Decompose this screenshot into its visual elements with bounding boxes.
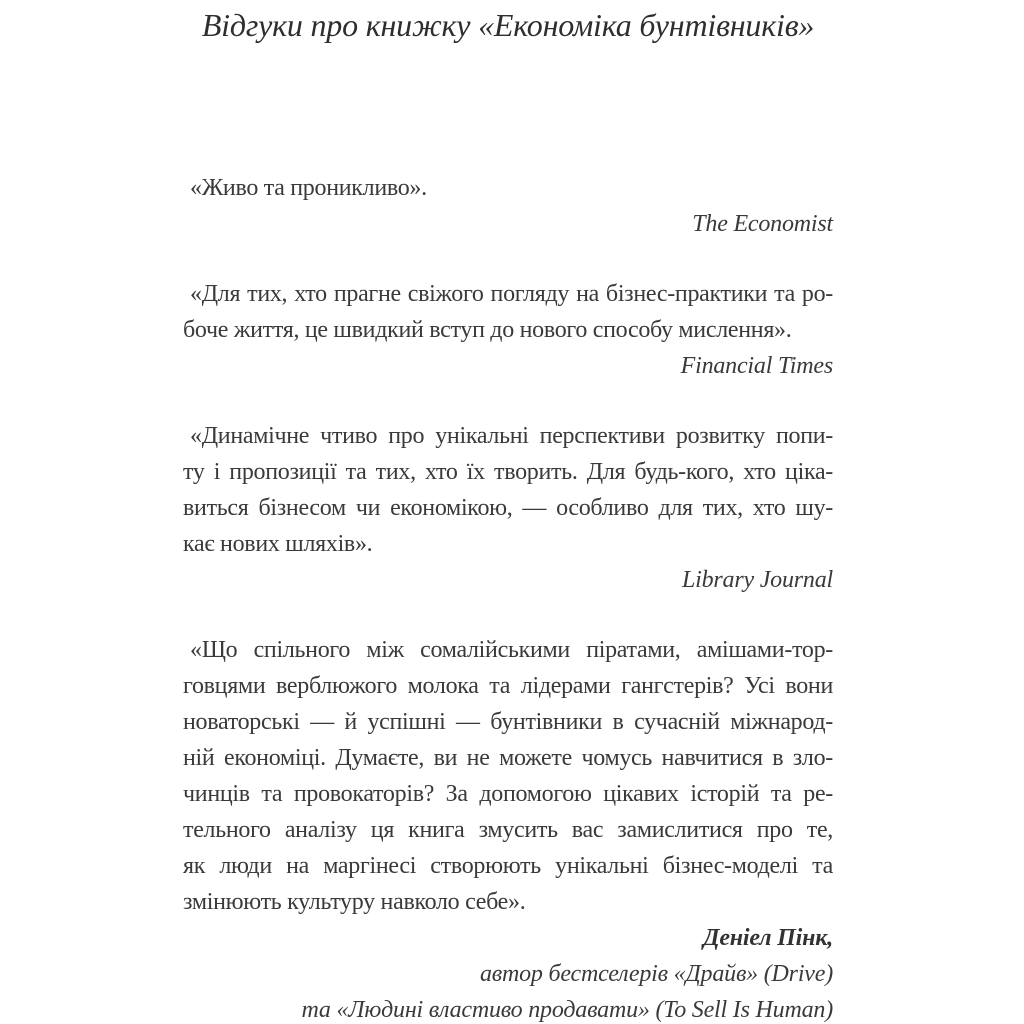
quote-line: кає нових шляхів». (183, 531, 373, 557)
reviews-list (183, 170, 833, 1024)
quote-line: тельного аналізу ця книга змусить вас замислитися про те, (183, 817, 833, 843)
review-quote (183, 632, 833, 1024)
review-quote (183, 276, 833, 384)
quote-line: ту і пропозиції та тих, хто їх творить. Для будь-кого, хто ціка- (183, 459, 833, 485)
attribution-name: Деніел Пінк, (703, 925, 833, 951)
attribution-line: The Economist (692, 211, 833, 237)
reviews-page-content (183, 0, 833, 1024)
quote-line: змінюють культуру навколо себе». (183, 889, 526, 915)
quote-line: як люди на маргінесі створюють унікальні бізнес-моделі та (183, 853, 833, 879)
quote-line: говцями верблюжого молока та лідерами гангстерів? Усі вони (183, 673, 833, 699)
attribution-line: та «Людині властиво продавати» (To Sell Is Human) (301, 997, 833, 1023)
attribution-line: Library Journal (681, 567, 833, 593)
page-title: Відгуки про книжку «Економіка бунтівників» (201, 7, 815, 43)
quote-line: чинців та провокаторів? За допомогою цікавих історій та ре- (183, 781, 833, 807)
quote-line: «Для тих, хто прагне свіжого погляду на бізнес-практики та ро- (190, 281, 833, 307)
quote-line: «Динамічне чтиво про унікальні перспективи розвитку попи- (190, 423, 833, 449)
quote-line: новаторські — й успішні — бунтівники в сучасній міжнарод- (183, 709, 833, 735)
quote-line: «Що спільного між сомалійськими піратами, амішами-тор- (190, 637, 833, 663)
quote-line: ній економіці. Думаєте, ви не можете чомусь навчитися в зло- (183, 745, 833, 771)
attribution-line: Financial Times (680, 353, 833, 379)
review-quote (183, 418, 833, 598)
attribution-line: автор бестселерів «Драйв» (Drive) (479, 961, 833, 987)
quote-line: боче життя, це швидкий вступ до нового способу мислення». (183, 317, 792, 343)
quote-line: «Живо та проникливо». (190, 175, 427, 201)
quote-line: виться бізнесом чи економікою, — особливо для тих, хто шу- (183, 495, 833, 521)
review-quote (183, 170, 833, 242)
